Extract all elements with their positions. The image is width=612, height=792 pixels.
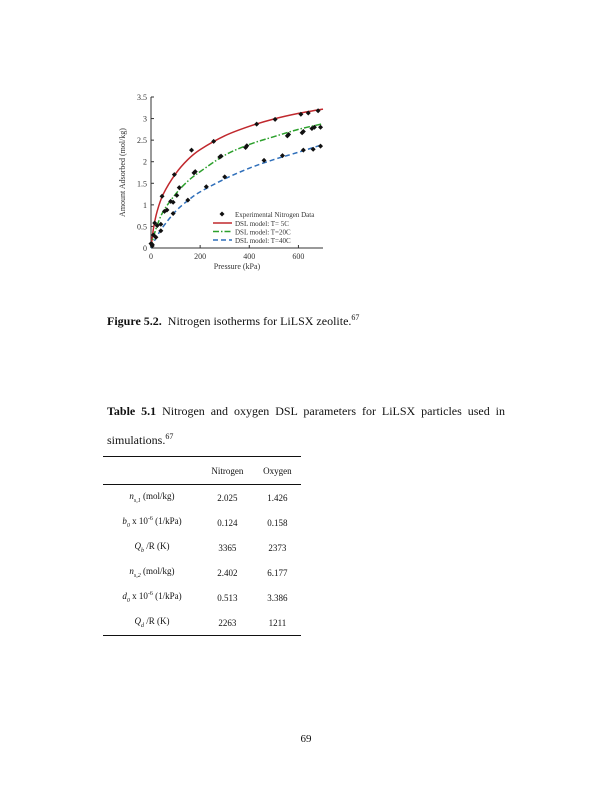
- nitrogen-value: 3365: [218, 542, 237, 553]
- param-unit: (mol/kg): [140, 566, 175, 577]
- param-unit: /R (K): [143, 616, 170, 627]
- header-cell: [103, 457, 201, 485]
- parameter-cell: [103, 585, 201, 610]
- x-tick-label: 200: [194, 252, 207, 261]
- param-symbol: Q: [134, 616, 141, 627]
- data-point: [254, 122, 259, 127]
- table-ref: 67: [165, 432, 174, 441]
- parameter-cell: [103, 535, 201, 560]
- nitrogen-value: 2.402: [217, 567, 238, 578]
- table-caption-text: Nitrogen and oxygen DSL parameters for LiLSX particles used in simulations.: [107, 404, 505, 447]
- nitrogen-value: 2.025: [217, 492, 238, 503]
- param-symbol: n: [129, 566, 134, 577]
- y-tick-label: 3.5: [137, 93, 147, 102]
- param-multiplier: x 10: [129, 591, 148, 602]
- x-tick-label: 600: [292, 252, 305, 261]
- figure-caption-text: Nitrogen isotherms for LiLSX zeolite.: [167, 314, 352, 328]
- param-subscript: 0: [126, 597, 130, 604]
- param-unit: /R (K): [143, 541, 170, 552]
- table-row: [103, 535, 301, 560]
- data-point: [318, 125, 323, 130]
- legend-marker: [220, 212, 225, 217]
- header-oxygen: Oxygen: [263, 465, 292, 476]
- data-point: [318, 144, 323, 149]
- table-row: [103, 485, 301, 511]
- legend-label: DSL model: T=20C: [235, 228, 291, 237]
- y-tick-label: 3: [143, 114, 147, 124]
- table-row: [103, 510, 301, 535]
- param-subscript: s,2: [133, 572, 141, 579]
- y-tick-label: 1.5: [137, 179, 147, 189]
- table-row: [103, 560, 301, 585]
- param-unit: (1/kPa): [152, 516, 182, 527]
- legend-label: DSL model: T=40C: [235, 237, 291, 245]
- dsl-parameter-table: [103, 456, 301, 636]
- nitrogen-value: 0.513: [217, 592, 238, 603]
- param-subscript: 0: [126, 522, 130, 529]
- nitrogen-value: 0.124: [217, 517, 238, 528]
- param-multiplier: x 10: [129, 516, 148, 527]
- y-axis-label: Amount Adsorbed (mol/kg): [118, 128, 127, 217]
- oxygen-value: 1211: [268, 617, 287, 628]
- parameter-cell: [103, 510, 201, 535]
- nitrogen-value: 2263: [218, 617, 237, 628]
- data-point: [189, 148, 194, 153]
- param-subscript: s,1: [133, 497, 141, 504]
- isotherm-chart: [105, 88, 335, 278]
- y-tick-label: 0: [143, 244, 147, 253]
- figure-ref: 67: [351, 313, 360, 322]
- parameter-cell: [103, 610, 201, 636]
- x-tick-label: 0: [149, 252, 153, 261]
- x-tick-label: 400: [243, 252, 256, 261]
- table-header-row: [103, 457, 301, 485]
- oxygen-value: 1.426: [267, 492, 288, 503]
- param-subscript: b: [140, 547, 144, 554]
- data-point: [177, 185, 182, 190]
- legend-label: Experimental Nitrogen Data: [235, 211, 315, 219]
- page-number: 69: [300, 733, 312, 745]
- oxygen-value: 6.177: [267, 567, 288, 578]
- param-symbol: Q: [134, 541, 141, 552]
- table-caption: [107, 398, 505, 453]
- parameter-cell: [103, 485, 201, 511]
- oxygen-value: 3.386: [267, 592, 288, 603]
- figure-label: Figure 5.2: [107, 314, 159, 328]
- table-row: [103, 610, 301, 636]
- param-exponent: -6: [147, 516, 153, 523]
- y-tick-label: 2: [143, 157, 147, 167]
- param-symbol: n: [129, 491, 134, 502]
- param-subscript: d: [140, 622, 144, 629]
- param-unit: (mol/kg): [140, 491, 175, 502]
- oxygen-value: 0.158: [267, 517, 288, 528]
- header-nitrogen: Nitrogen: [211, 465, 244, 476]
- oxygen-value: 2373: [268, 542, 287, 553]
- y-tick-label: 2.5: [137, 136, 147, 146]
- legend-label: DSL model: T= 5C: [235, 220, 289, 228]
- param-symbol: b: [122, 516, 127, 527]
- param-symbol: d: [122, 591, 127, 602]
- param-unit: (1/kPa): [152, 591, 182, 602]
- table-label: Table 5.1: [107, 404, 157, 418]
- y-tick-label: 0.5: [137, 222, 147, 232]
- figure-caption: Figure 5.2. Nitrogen isotherms for LiLSX zeolite.$^{67}$: [107, 313, 360, 328]
- table-row: [103, 585, 301, 610]
- y-tick-label: 1: [143, 200, 147, 210]
- parameter-cell: [103, 560, 201, 585]
- param-exponent: -6: [147, 591, 153, 598]
- x-axis-label: Pressure (kPa): [213, 262, 261, 271]
- data-point: [204, 184, 209, 189]
